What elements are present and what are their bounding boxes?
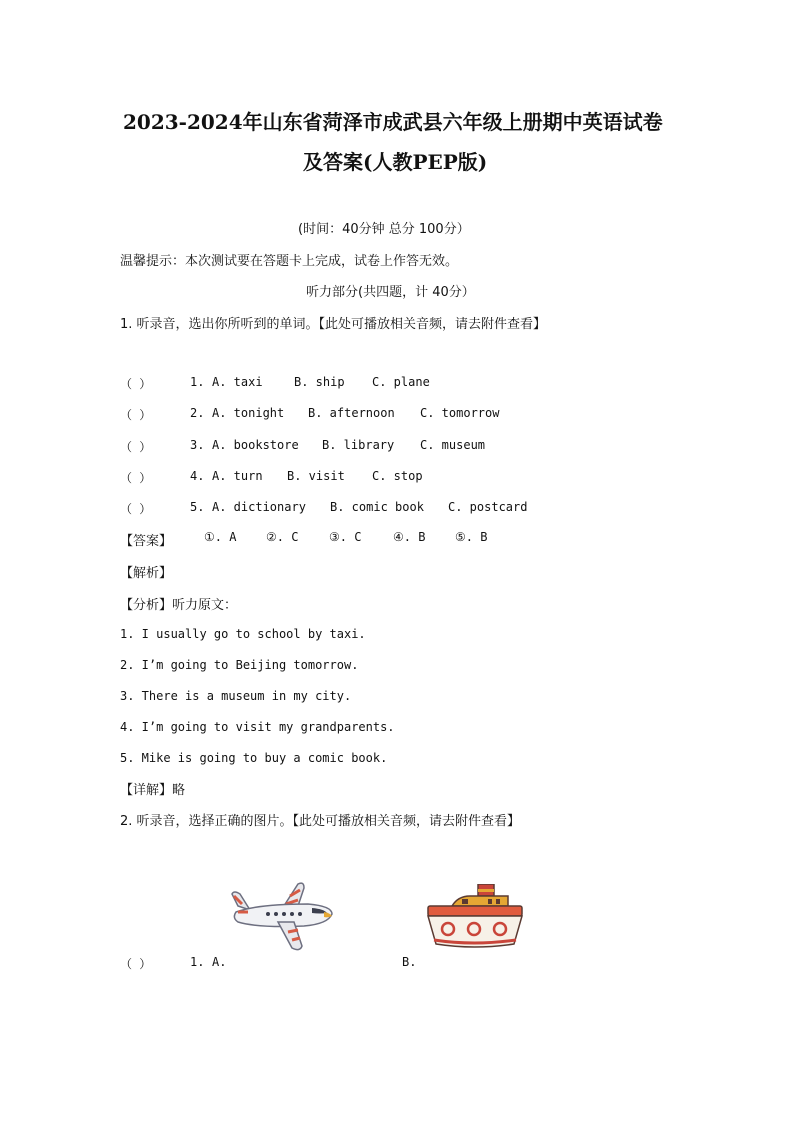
airplane-icon — [228, 882, 336, 952]
question-1-item — [0, 406, 794, 422]
option-c: C. plane — [372, 375, 430, 389]
transcript-line: 5. Mike is going to buy a comic book. — [120, 751, 388, 765]
transcript-line: 2. I’m going to Beijing tomorrow. — [120, 658, 359, 672]
option-b: B. — [402, 955, 417, 969]
option-a: A. taxi — [212, 375, 263, 389]
option-c: C. stop — [372, 469, 423, 483]
transcript-line: 1. I usually go to school by taxi. — [120, 627, 366, 641]
question-2-item — [0, 955, 794, 971]
option-b: B. library — [322, 438, 395, 452]
transcript-line: 4. I’m going to visit my grandparents. — [120, 720, 395, 734]
answer-value: ①. A — [204, 530, 237, 544]
answer-parentheses[interactable]: （ ） — [120, 440, 152, 454]
question-1-item — [0, 438, 794, 454]
ship-icon — [422, 884, 526, 950]
answer-value: ⑤. B — [455, 530, 488, 544]
answer-label: 【答案】 — [120, 534, 173, 549]
answer-parentheses[interactable]: （ ） — [120, 502, 152, 516]
answer-value: ④. B — [393, 530, 426, 544]
option-b: B. ship — [294, 375, 345, 389]
item-number: 1. — [190, 955, 205, 969]
answer-value: ②. C — [266, 530, 299, 544]
page-title-line2: 及答案(人教PEP版) — [303, 150, 488, 174]
item-number: 4. — [190, 469, 205, 483]
fenxi-label: 【分析】听力原文： — [120, 598, 238, 613]
answer-parentheses[interactable]: （ ） — [120, 408, 152, 422]
answer-value: ③. C — [329, 530, 362, 544]
option-c: C. tomorrow — [420, 406, 500, 420]
transcript-line: 3. There is a museum in my city. — [120, 689, 352, 703]
option-a: A. dictionary — [212, 500, 306, 514]
question-1-prompt: 1. 听录音，选出你所听到的单词。【此处可播放相关音频，请去附件查看】 — [120, 317, 547, 332]
option-c: C. museum — [420, 438, 486, 452]
page-title-line1: 2023-2024年山东省菏泽市成武县六年级上册期中英语试卷 — [123, 110, 663, 134]
answer-parentheses[interactable]: （ ） — [120, 471, 152, 485]
option-a: A. turn — [212, 469, 263, 483]
option-a: A. — [212, 955, 227, 969]
answer-parentheses[interactable]: （ ） — [120, 957, 152, 971]
answer-parentheses[interactable]: （ ） — [120, 377, 152, 391]
analysis-label: 【解析】 — [120, 566, 173, 581]
time-info: (时间：40分钟 总分 100分） — [298, 222, 470, 237]
option-b: B. comic book — [330, 500, 424, 514]
question-1-item — [0, 469, 794, 485]
option-c: C. postcard — [448, 500, 528, 514]
question-1-item — [0, 375, 794, 391]
option-a: A. bookstore — [212, 438, 299, 452]
item-number: 1. — [190, 375, 205, 389]
option-a: A. tonight — [212, 406, 285, 420]
question-1-item — [0, 500, 794, 516]
question-2-prompt: 2. 听录音，选择正确的图片。【此处可播放相关音频，请去附件查看】 — [120, 814, 521, 829]
item-number: 3. — [190, 438, 205, 452]
option-b: B. visit — [287, 469, 345, 483]
option-b: B. afternoon — [308, 406, 395, 420]
detail-label: 【详解】略 — [120, 783, 186, 798]
section-heading: 听力部分(共四题，计 40分） — [306, 285, 475, 300]
item-number: 2. — [190, 406, 205, 420]
item-number: 5. — [190, 500, 205, 514]
tip-text: 温馨提示：本次测试要在答题卡上完成，试卷上作答无效。 — [120, 254, 459, 269]
answer-line — [0, 530, 794, 549]
